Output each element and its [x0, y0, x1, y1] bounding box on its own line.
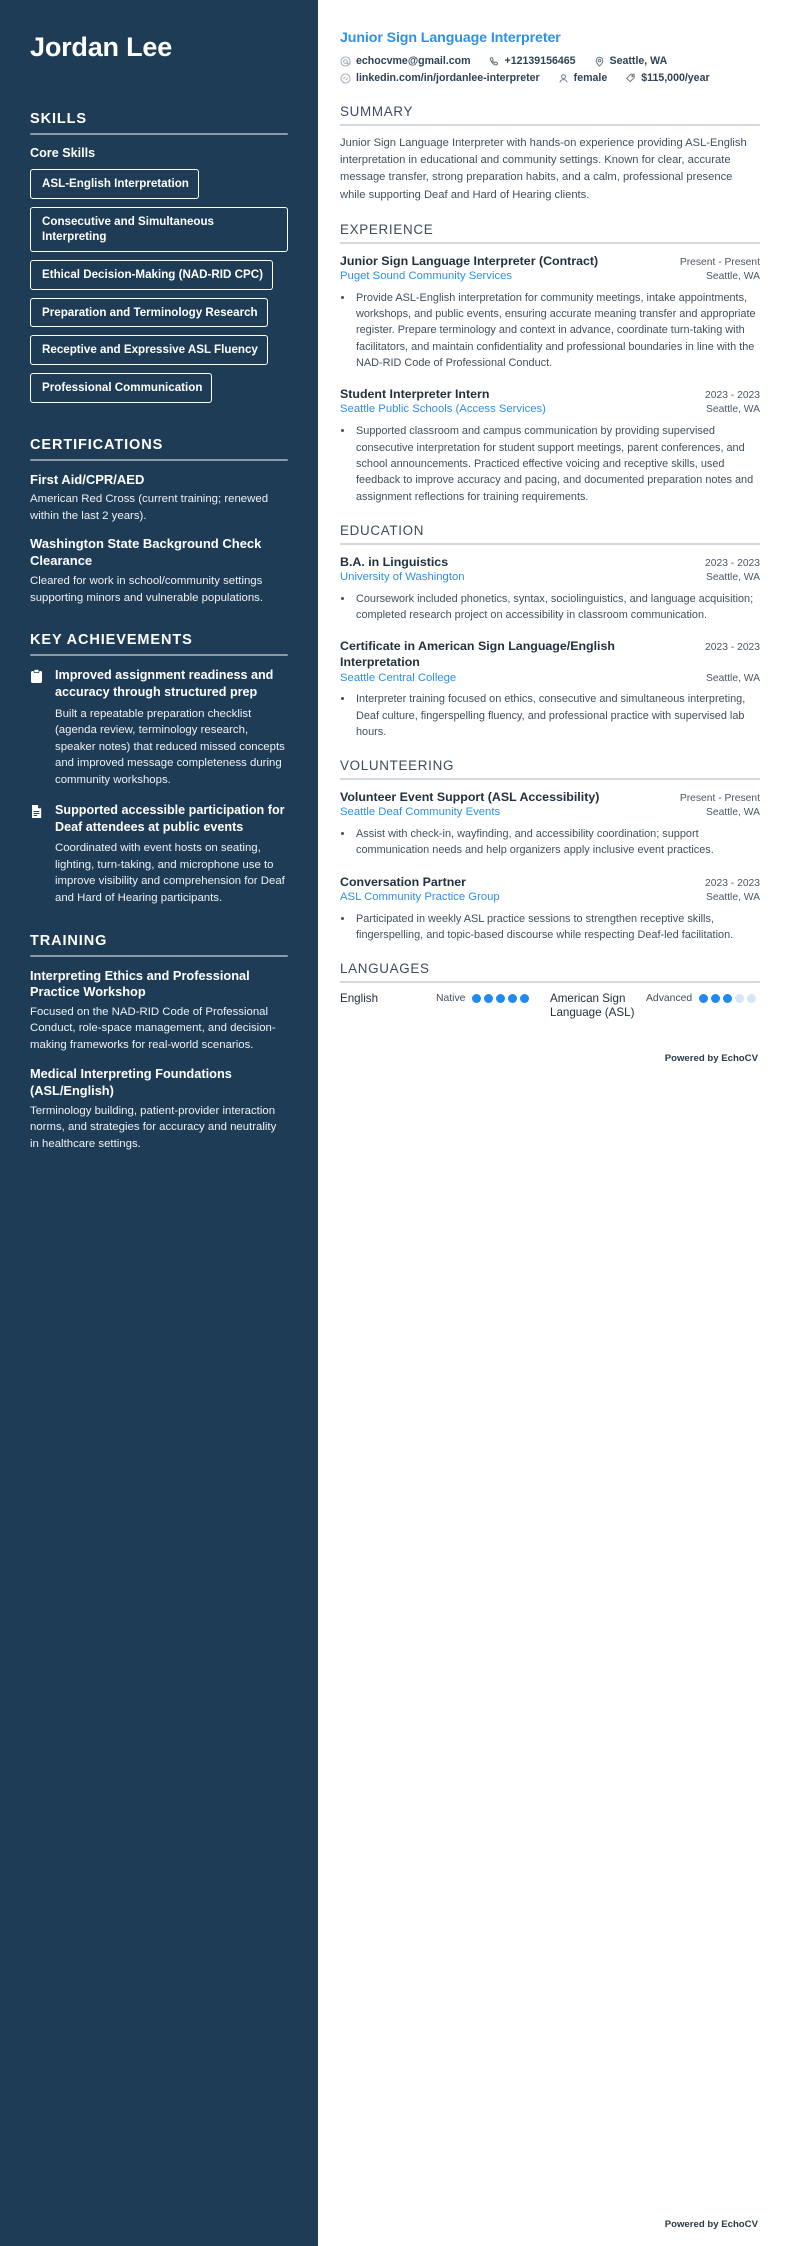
- training-description: Terminology building, patient-provider interaction norms, and strategies for accuracy and neutrality in healthcare settings.: [30, 1104, 277, 1150]
- rating-dot-filled: [520, 994, 529, 1003]
- summary-section-title: SUMMARY: [340, 104, 414, 119]
- contact-location: [594, 55, 668, 67]
- rating-dot-filled: [508, 994, 517, 1003]
- rating-dot-filled: [472, 994, 481, 1003]
- experience-entry: [340, 253, 760, 372]
- entry-location: Seattle, WA: [706, 404, 760, 416]
- entry-role: Student Interpreter Intern: [340, 387, 490, 402]
- rating-dot-filled: [496, 994, 505, 1003]
- sidebar-section-training: [30, 933, 288, 1153]
- section-summary: [340, 104, 760, 204]
- education-entry: [340, 638, 760, 740]
- section-experience: [340, 222, 760, 505]
- languages-grid: [340, 992, 760, 1031]
- bullet: • Supported classroom and campus communication by providing supervised consecutive interpretation for student support meetings, parent conferences, and school announcements. Practiced effective voicing and receptive skills, used feedback to improve accuracy and pacing, and documented preparation notes and assignment reflections for training requirements.: [354, 423, 760, 505]
- section-divider: [340, 778, 760, 780]
- language-level: Native: [436, 992, 466, 1004]
- section-divider: [30, 459, 288, 461]
- entry-bullets: [354, 826, 760, 859]
- education-section-title: EDUCATION: [340, 523, 425, 539]
- sidebar: [0, 0, 318, 2246]
- summary-text: Junior Sign Language Interpreter with hands-on experience providing ASL-English interpretation in educational and community settings. Known for clear, accurate message transfer, strong preparation habits, and a calm, professional presence while supporting Deaf and Hard of Hearing clients.: [340, 136, 747, 201]
- entry-location: Seattle, WA: [706, 672, 760, 684]
- bullet: • Assist with check-in, wayfinding, and accessibility coordination; support communication needs and help organizers apply inclusive event practices.: [354, 826, 760, 859]
- certification-item: [30, 536, 288, 606]
- rating-dot-empty: [747, 994, 756, 1003]
- contact-linkedin-value: linkedin.com/in/jordanlee-interpreter: [356, 72, 540, 84]
- contact-location-value: Seattle, WA: [609, 55, 668, 67]
- achievement-title: Improved assignment readiness and accuracy through structured prep: [55, 668, 274, 699]
- experience-section-title: EXPERIENCE: [340, 222, 434, 238]
- language-rating-dots: [699, 994, 756, 1003]
- entry-dates: Present - Present: [679, 793, 760, 805]
- file-text-icon: [30, 802, 46, 906]
- training-item: [30, 1066, 288, 1152]
- entry-bullets: [354, 423, 760, 505]
- entry-organization[interactable]: ASL Community Practice Group: [340, 890, 500, 903]
- certification-name: First Aid/CPR/AED: [30, 471, 145, 487]
- section-languages: [340, 961, 760, 1031]
- section-divider: [340, 543, 760, 545]
- bullet: • Participated in weekly ASL practice sessions to strengthen receptive skills, fingerspelling, and topic-based discourse while respecting Deaf-led facilitation.: [354, 911, 760, 944]
- entry-bullets: [354, 691, 760, 740]
- training-item: [30, 968, 288, 1054]
- entry-bullets: [354, 911, 760, 944]
- entry-bullets: [354, 591, 760, 624]
- brand-name: EchoCV: [721, 2219, 758, 2230]
- skill-chip: ASL-English Interpretation: [30, 169, 199, 199]
- entry-bullets: [354, 290, 760, 372]
- language-level: Advanced: [646, 992, 693, 1004]
- phone-icon: [489, 56, 500, 67]
- entry-organization[interactable]: Puget Sound Community Services: [340, 269, 513, 282]
- achievement-item: [30, 667, 288, 788]
- certification-description: Cleared for work in school/community settings supporting minors and vulnerable populations.: [30, 575, 264, 604]
- contact-gender: [558, 72, 608, 84]
- bullet: • Provide ASL-English interpretation for community meetings, intake appointments, workshops, and public events, ensuring accurate meaning transfer and appropriate register. Prepare terminology and context in advance, coordinate turn-taking with facilitators, and maintain confidentiality and professional boundaries in line with the NAD-RID Code of Professional Conduct.: [354, 290, 760, 372]
- entry-role: Certificate in American Sign Language/English Interpretation: [340, 639, 615, 670]
- section-education: [340, 523, 760, 740]
- section-divider: [340, 124, 760, 126]
- section-volunteering: [340, 758, 760, 943]
- entry-location: Seattle, WA: [706, 891, 760, 903]
- headline: Junior Sign Language Interpreter: [340, 30, 561, 46]
- clipboard-icon: [30, 667, 46, 788]
- main-content: [318, 0, 794, 2246]
- rating-dot-filled: [699, 994, 708, 1003]
- section-divider: [30, 133, 288, 135]
- training-description: Focused on the NAD-RID Code of Professional Conduct, role-space management, and decision-making frameworks for real-world scenarios.: [30, 1005, 276, 1051]
- brand-name: EchoCV: [721, 1052, 758, 1064]
- entry-dates: 2023 - 2023: [705, 557, 760, 569]
- page-footer-powered-by: [665, 2219, 758, 2230]
- achievement-description: Coordinated with event hosts on seating, lighting, turn-taking, and microphone use to improve visibility and comprehension for Deaf and Hard of Hearing participants.: [55, 842, 285, 905]
- training-name: Medical Interpreting Foundations (ASL/English): [30, 1066, 232, 1099]
- key-achievements-section-title: KEY ACHIEVEMENTS: [30, 632, 193, 649]
- skill-chip: Ethical Decision-Making (NAD-RID CPC): [30, 260, 273, 290]
- language-rating-dots: [472, 994, 529, 1003]
- contact-details: [340, 55, 760, 84]
- volunteering-entry: [340, 874, 760, 944]
- certifications-section-title: CERTIFICATIONS: [30, 436, 164, 453]
- bullet: • Coursework included phonetics, syntax, sociolinguistics, and language acquisition; completed research project on accessibility in classroom communication.: [354, 591, 760, 624]
- contact-phone-value: +12139156465: [504, 55, 576, 67]
- entry-role: B.A. in Linguistics: [340, 554, 449, 569]
- skill-chip: Receptive and Expressive ASL Fluency: [30, 335, 268, 365]
- bullet: • Interpreter training focused on ethics, consecutive and simultaneous interpreting, Deaf culture, fingerspelling fluency, and professional practice with supervised lab hours.: [354, 691, 760, 740]
- contact-salary-value: $115,000/year: [641, 72, 710, 84]
- sidebar-section-skills: [30, 111, 288, 410]
- volunteering-entry: [340, 789, 760, 859]
- section-divider: [340, 242, 760, 244]
- rating-dot-filled: [484, 994, 493, 1003]
- entry-role: Volunteer Event Support (ASL Accessibility): [340, 790, 600, 805]
- entry-location: Seattle, WA: [706, 571, 760, 583]
- section-divider: [340, 981, 760, 983]
- volunteering-section-title: VOLUNTEERING: [340, 758, 455, 774]
- entry-organization[interactable]: Seattle Central College: [340, 671, 457, 684]
- contact-email[interactable]: [340, 55, 471, 67]
- skills-group-label: Core Skills: [30, 146, 96, 161]
- language-item: [340, 992, 550, 1021]
- language-item: [550, 992, 760, 1021]
- contact-linkedin[interactable]: [340, 72, 540, 84]
- entry-organization[interactable]: Seattle Public Schools (Access Services): [340, 403, 546, 416]
- certification-item: [30, 472, 288, 525]
- powered-by-prefix: Powered by: [664, 1052, 722, 1064]
- entry-dates: Present - Present: [679, 256, 760, 268]
- entry-dates: 2023 - 2023: [705, 877, 760, 889]
- achievement-title: Supported accessible participation for Deaf attendees at public events: [55, 803, 285, 834]
- tag-icon: [625, 73, 636, 84]
- entry-dates: 2023 - 2023: [705, 642, 760, 654]
- education-entry: [340, 554, 760, 624]
- entry-location: Seattle, WA: [706, 807, 760, 819]
- rating-dot-filled: [711, 994, 720, 1003]
- language-name: American Sign Language (ASL): [550, 991, 635, 1020]
- skills-section-title: SKILLS: [30, 111, 87, 128]
- contact-gender-value: female: [573, 72, 608, 84]
- entry-location: Seattle, WA: [706, 270, 760, 282]
- sidebar-section-certifications: [30, 437, 288, 607]
- contact-salary: [625, 72, 709, 84]
- language-name: English: [340, 991, 379, 1005]
- candidate-name: Jordan Lee: [30, 32, 173, 62]
- achievement-description: Built a repeatable preparation checklist (agenda review, terminology research, speaker notes) that reduced missed concepts and improved message completeness during community workshops.: [55, 707, 285, 786]
- skill-chip: Consecutive and Simultaneous Interpreting: [30, 207, 288, 252]
- contact-phone[interactable]: [489, 55, 576, 67]
- experience-entry: [340, 386, 760, 505]
- languages-section-title: LANGUAGES: [340, 961, 430, 977]
- achievement-item: [30, 802, 288, 906]
- certification-name: Washington State Background Check Clearance: [30, 536, 262, 569]
- skill-chip: Preparation and Terminology Research: [30, 298, 268, 328]
- link-icon: [340, 73, 351, 84]
- contact-row: [340, 55, 760, 67]
- section-divider: [30, 955, 288, 957]
- contact-row: [340, 72, 760, 84]
- map-pin-icon: [594, 56, 605, 67]
- rating-dot-filled: [723, 994, 732, 1003]
- entry-organization[interactable]: Seattle Deaf Community Events: [340, 806, 501, 819]
- user-icon: [558, 73, 569, 84]
- training-name: Interpreting Ethics and Professional Practice Workshop: [30, 967, 250, 1000]
- rating-dot-empty: [735, 994, 744, 1003]
- certification-description: American Red Cross (current training; renewed within the last 2 years).: [30, 493, 269, 522]
- powered-by-label: [340, 1053, 760, 1064]
- entry-dates: 2023 - 2023: [705, 390, 760, 402]
- entry-role: Conversation Partner: [340, 874, 467, 889]
- contact-email-value: echocvme@gmail.com: [356, 55, 471, 67]
- at-sign-icon: [340, 56, 351, 67]
- sidebar-section-key-achievements: [30, 632, 288, 906]
- powered-by-prefix: Powered by: [664, 2219, 722, 2230]
- training-section-title: TRAINING: [30, 932, 108, 949]
- section-divider: [30, 654, 288, 656]
- skill-chip: Professional Communication: [30, 373, 212, 403]
- entry-role: Junior Sign Language Interpreter (Contract): [340, 253, 599, 268]
- entry-organization[interactable]: University of Washington: [340, 570, 465, 583]
